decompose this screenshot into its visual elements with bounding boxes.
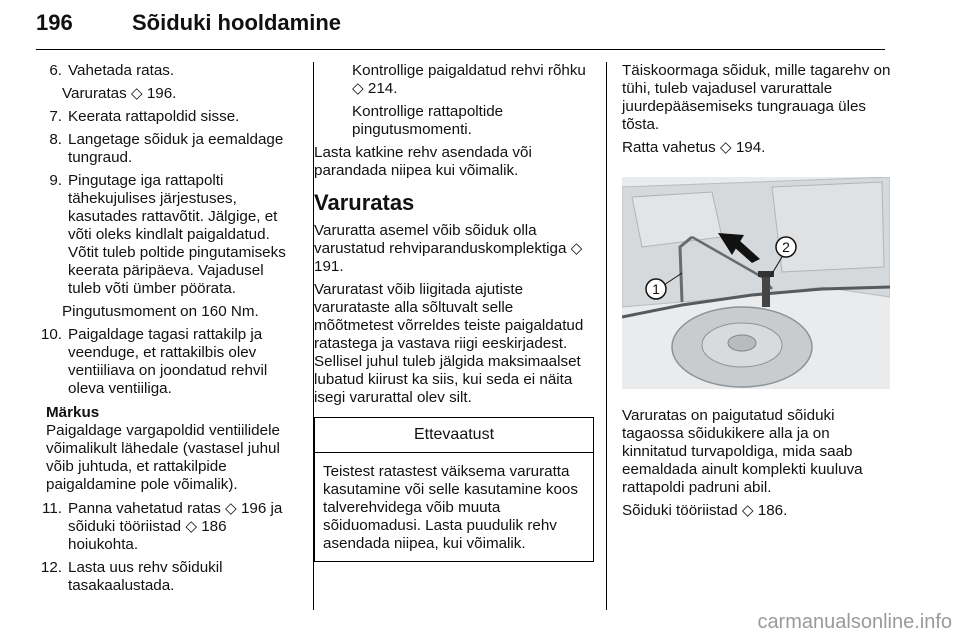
page-header — [36, 6, 926, 50]
callout-2-label: 2 — [782, 239, 790, 255]
paragraph-wheel-change-ref[interactable]: Ratta vahetus ◇ 194. — [622, 139, 766, 156]
list-item-6-reference[interactable]: Varuratas ◇ 196. — [62, 85, 177, 102]
list-item-11: 11. Panna vahetatud ratas ◇ 196 ja sõiduki tööriistad ◇ 186 hoiukohta. — [42, 500, 283, 553]
caution-box — [314, 417, 594, 562]
column-2 — [314, 62, 594, 562]
list-item-8: 8. Langetage sõiduk ja eemaldage tungraud. — [49, 131, 284, 166]
paragraph-full-load: Täiskoormaga sõiduk, mille tagarehv on tühi, tuleb vajadusel varurattale juurdepääsemiseks tungrauaga üles tõsta. — [622, 62, 891, 133]
column-1 — [40, 62, 296, 600]
note-heading: Märkus — [46, 404, 100, 421]
paragraph-repair-kit[interactable]: Varuratta asemel võib sõiduk olla varustatud rehviparanduskomplektiga ◇ 191. — [314, 222, 583, 275]
illustration-drawing — [622, 177, 890, 389]
paragraph-temporary-spare: Varuratast võib liigitada ajutiste varurataste alla sõltuvalt selle mõõtmetest võrreldes teiste paigaldatud ratastega ja vastava riigi eeskirjadest. Sellisel juhul tuleb jälgida maksimaalset lubatud kiirust ka siis, kui seda ei näita isegi varurattal olev silt. — [314, 281, 584, 406]
page-number: 196 — [36, 10, 73, 35]
section-title-spare-wheel: Varuratas — [314, 190, 415, 215]
callout-1-label: 1 — [652, 281, 660, 297]
list-item-9: 9. Pingutage iga rattapolti tähekujulises järjestuses, kasutades rattavõtit. Jälgige, et võti oleks kindlalt paigaldatud. Võtit tuleb poltide pingutamiseks keerata päripäeva. Vajadusel tuleb võti ümber pöörata. — [49, 172, 286, 297]
caution-body: Teistest ratastest väiksema varuratta kasutamine või selle kasutamine koos talverehvidega võib muuta sõiduomadusi. Lasta puudulik rehv asendada niipea, kui võimalik. — [323, 463, 578, 552]
list-item-10: 10. Paigaldage tagasi rattakilp ja veenduge, et rattakilbis olev ventiiliava on joondatud rehvil oleva ventiiliga. — [40, 326, 268, 397]
continued-item-pressure[interactable]: Kontrollige paigaldatud rehvi rõhku ◇ 214. — [352, 62, 586, 97]
paragraph-tools-ref[interactable]: Sõiduki tööriistad ◇ 186. — [622, 502, 788, 519]
spare-wheel-illustration — [622, 177, 890, 389]
list-item-7: 7. Keerata rattapoldid sisse. — [49, 108, 240, 125]
caution-title: Ettevaatust — [315, 418, 593, 453]
column-3 — [622, 62, 898, 525]
column-divider-2 — [606, 62, 607, 610]
list-item-9-torque: Pingutusmoment on 160 Nm. — [62, 303, 259, 320]
list-item-12: 12. Lasta uus rehv sõidukil tasakaalustada. — [40, 559, 223, 594]
list-item-6: 6. Vahetada ratas. — [49, 62, 175, 79]
paragraph-spare-location: Varuratas on paigutatud sõiduki tagaossa sõidukikere alla ja on kinnitatud turvapoldiga, mida saab eemaldada ainult komplekti kuuluva rattapoldi padruni abil. — [622, 407, 863, 496]
continued-item-torque: Kontrollige rattapoltide pingutusmomenti. — [352, 103, 504, 138]
note-body: Paigaldage vargapoldid ventiilidele võimalikult lähedale (vastasel juhul võib juhtuda, et rattakilpide paigaldamine pole võimalik). — [46, 422, 280, 493]
page-title: Sõiduki hooldamine — [132, 10, 342, 35]
paragraph-damaged-tyre: Lasta katkine rehv asendada või parandada niipea kui võimalik. — [314, 144, 532, 179]
header-divider — [36, 49, 885, 50]
watermark: carmanualsonline.info — [757, 611, 952, 633]
